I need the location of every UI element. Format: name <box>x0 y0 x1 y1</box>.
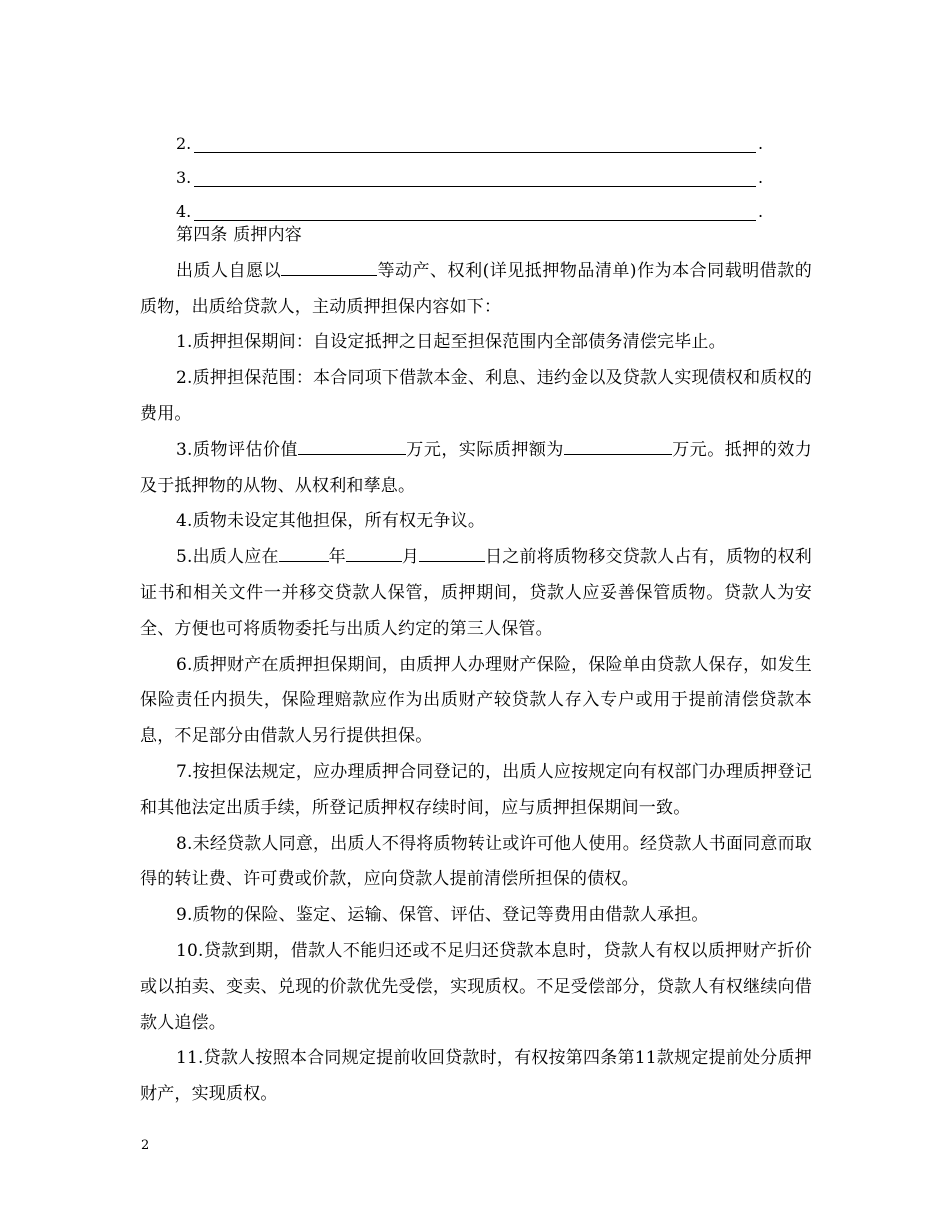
clause-9: 9.质物的保险、鉴定、运输、保管、评估、登记等费用由借款人承担。 <box>176 905 709 926</box>
section-heading: 第四条 质押内容 <box>176 225 303 245</box>
clause-text: 万元，实际质押额为 <box>406 439 564 460</box>
clause-10: 10.贷款到期，借款人不能归还或不足归还贷款本息时，贷款人有权以质押财产折价或以拍卖、变卖、兑现的价款优先受偿，实现质权。不足受偿部分，贷款人有权继续向借款人追偿。 <box>140 940 812 1033</box>
clause-1: 1.质押担保期间：自设定抵押之日起至担保范围内全部债务清偿完毕止。 <box>176 332 726 353</box>
blank-item <box>176 119 776 153</box>
clause-text: 日之前将质物移交贷款人占有，质物的权利证书和相关文件一并移交贷款人保管，质押期间，贷款人应妥善保管质物。贷款人为安全、方便也可将质物委托与出质人约定的第三人保管。 <box>140 547 812 639</box>
clause-text: 3.质物评估价值 <box>176 439 298 460</box>
fill-blank <box>279 544 329 562</box>
clause-4: 4.质物未设定其他担保，所有权无争议。 <box>176 511 486 532</box>
clause-8: 8.未经贷款人同意，出质人不得将质物转让或许可他人使用。经贷款人书面同意而取得的转让费、许可费或价款，应向贷款人提前清偿所担保的债权。 <box>140 833 812 890</box>
document-body <box>140 218 812 1113</box>
blank-item-number: 4. <box>176 202 192 221</box>
clause-text: 年 <box>328 547 346 568</box>
blank-item <box>176 187 776 221</box>
clause-11: 11.贷款人按照本合同规定提前收回贷款时，有权按第四条第11款规定提前处分质押财产，实现质权。 <box>140 1048 812 1105</box>
clause-5 <box>140 540 812 647</box>
blank-item-number: 2. <box>176 134 192 153</box>
clause-6: 6.质押财产在质押担保期间，由质押人办理财产保险，保险单由贷款人保存，如发生保险责任内损失，保险理赔款应作为出质财产较贷款人存入专户或用于提前清偿贷款本息，不足部分由借款人另行提供担保。 <box>140 654 812 747</box>
intro-text: 出质人自愿以 <box>176 260 282 281</box>
fill-blank <box>564 437 672 455</box>
fill-blank <box>281 258 377 276</box>
intro-paragraph <box>140 254 812 326</box>
page-number: 2 <box>141 1138 150 1153</box>
clause-text: 万元。抵押的效力及于抵押物的从物、从权利和孳息。 <box>140 439 812 496</box>
clause-3 <box>140 433 812 505</box>
blank-item-end: . <box>758 134 764 153</box>
blank-item-list <box>176 119 776 221</box>
clause-text: 5.出质人应在 <box>176 547 279 568</box>
fill-blank <box>346 544 402 562</box>
blank-fill-line <box>194 168 756 187</box>
fill-blank <box>298 437 406 455</box>
clause-2: 2.质押担保范围：本合同项下借款本金、利息、违约金以及贷款人实现债权和质权的费用。 <box>140 368 812 424</box>
blank-fill-line <box>194 134 756 153</box>
clause-text: 月 <box>401 547 420 568</box>
blank-item-end: . <box>758 202 764 221</box>
blank-item-number: 3. <box>176 168 192 187</box>
fill-blank <box>419 544 485 562</box>
blank-item-end: . <box>758 168 764 187</box>
clause-7: 7.按担保法规定，应办理质押合同登记的，出质人应按规定向有权部门办理质押登记和其他法定出质手续，所登记质押权存续时间，应与质押担保期间一致。 <box>140 761 812 818</box>
blank-item <box>176 153 776 187</box>
intro-text: 等动产、权利(详见抵押物品清单)作为本合同载明借款的质物，出质给贷款人，主动质押担保内容如下： <box>140 260 812 317</box>
